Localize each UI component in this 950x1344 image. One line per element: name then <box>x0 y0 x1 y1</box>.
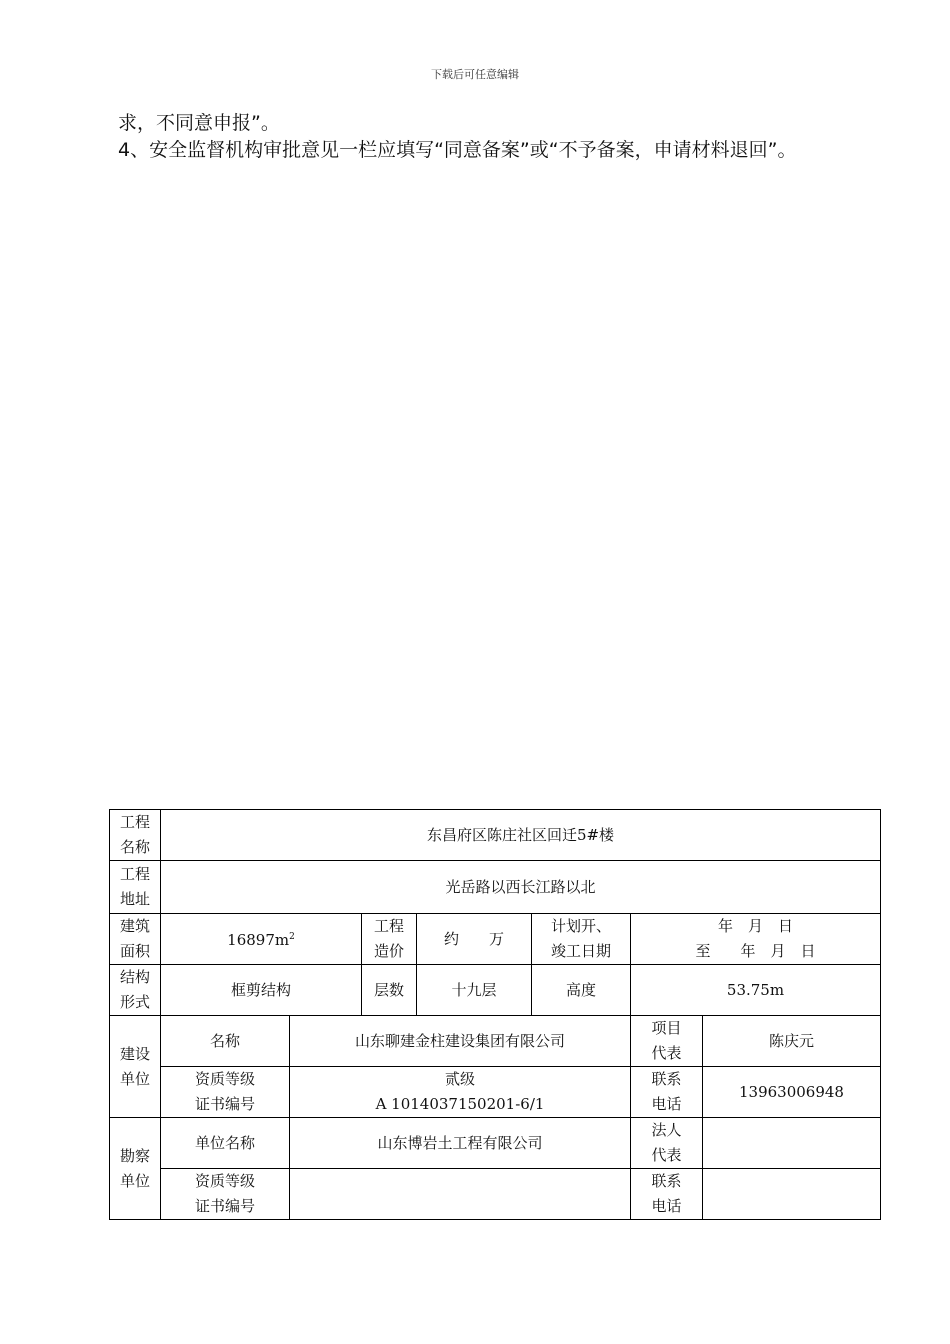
project-info-table <box>109 809 881 1220</box>
page-header-note: 下载后可任意编辑 <box>431 68 519 81</box>
project-name-label: 工程 名称 <box>110 810 161 861</box>
survey-phone-label: 联系 电话 <box>631 1169 703 1220</box>
builder-phone-value: 13963006948 <box>703 1067 881 1118</box>
body-text <box>118 110 838 164</box>
survey-legal-value <box>703 1118 881 1169</box>
survey-cert-label: 资质等级 证书编号 <box>161 1169 290 1220</box>
project-address-label: 工程 地址 <box>110 861 161 914</box>
paragraph: 4、安全监督机构审批意见一栏应填写“同意备案”或“不予备案，申请材料退回”。 <box>118 139 797 161</box>
area-unit-superscript: 2 <box>289 932 295 942</box>
height-value: 53.75m <box>631 965 881 1016</box>
cost-label: 工程 造价 <box>362 914 417 965</box>
survey-phone-value <box>703 1169 881 1220</box>
survey-cert-value <box>290 1169 631 1220</box>
builder-name-label: 名称 <box>161 1016 290 1067</box>
survey-unit-label: 勘察 单位 <box>110 1118 161 1220</box>
project-address-value: 光岳路以西长江路以北 <box>161 861 881 914</box>
survey-name-label: 单位名称 <box>161 1118 290 1169</box>
floors-label: 层数 <box>362 965 417 1016</box>
area-value: $16897m^2$ <box>161 914 362 965</box>
structure-label: 结构 形式 <box>110 965 161 1016</box>
builder-rep-value: 陈庆元 <box>703 1016 881 1067</box>
survey-legal-label: 法人 代表 <box>631 1118 703 1169</box>
paragraph: 求，不同意申报”。 <box>118 112 280 134</box>
floors-value: 十九层 <box>417 965 532 1016</box>
survey-name-value: 山东博岩土工程有限公司 <box>290 1118 631 1169</box>
builder-phone-label: 联系 电话 <box>631 1067 703 1118</box>
builder-rep-label: 项目 代表 <box>631 1016 703 1067</box>
project-name-value: 东昌府区陈庄社区回迁5#楼 <box>161 810 881 861</box>
builder-name-value: 山东聊建金柱建设集团有限公司 <box>290 1016 631 1067</box>
schedule-label: 计划开、 竣工日期 <box>532 914 631 965</box>
cost-value: 约 万 <box>417 914 532 965</box>
builder-cert-label: 资质等级 证书编号 <box>161 1067 290 1118</box>
schedule-value: 年 月 日 至 年 月 日 <box>631 914 881 965</box>
builder-cert-value: 贰级 A 1014037150201-6/1 <box>290 1067 631 1118</box>
builder-unit-label: 建设 单位 <box>110 1016 161 1118</box>
height-label: 高度 <box>532 965 631 1016</box>
structure-value: 框剪结构 <box>161 965 362 1016</box>
area-label: 建筑 面积 <box>110 914 161 965</box>
